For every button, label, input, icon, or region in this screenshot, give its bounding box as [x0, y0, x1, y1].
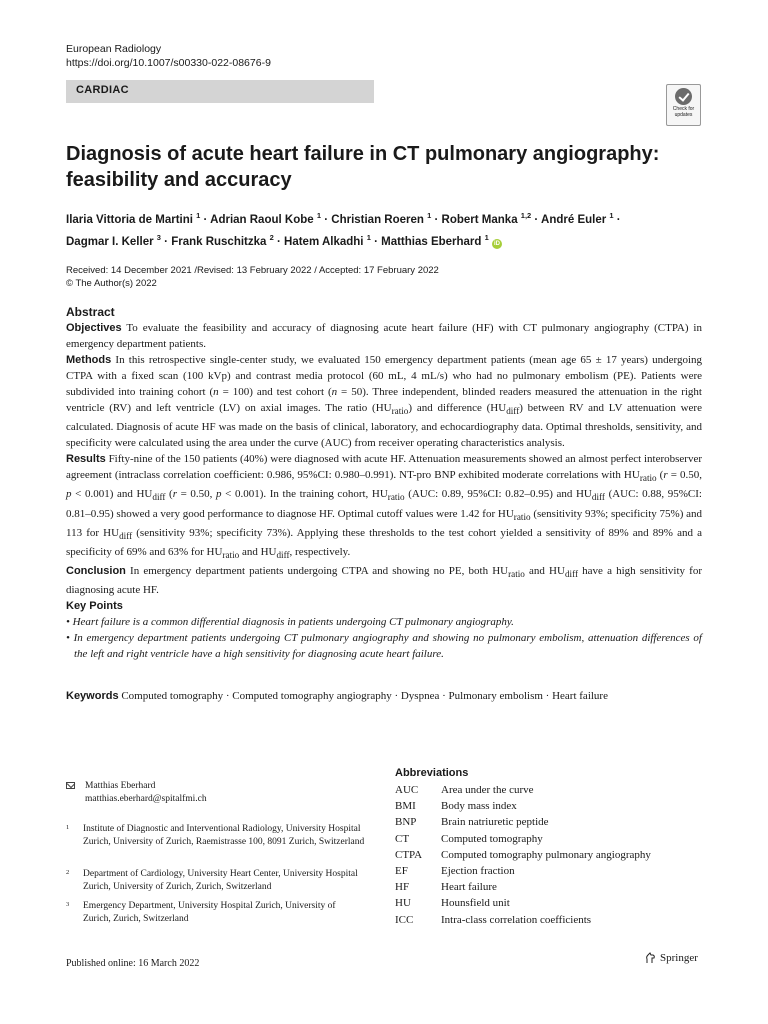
author-name: Christian Roeren [331, 213, 424, 226]
springer-horse-icon [645, 952, 656, 964]
abbreviation-row [395, 847, 651, 863]
author-name: Frank Ruschitzka [171, 235, 267, 248]
doi-link[interactable]: https://doi.org/10.1007/s00330-022-08676-9 [66, 57, 271, 69]
keywords-text: Computed tomography · Computed tomography angiography · Dyspnea · Pulmonary embolism · Heart failure [121, 690, 608, 702]
author-name: Dagmar I. Keller [66, 235, 154, 248]
published-date: Published online: 16 March 2022 [66, 958, 200, 969]
author-name: Ilaria Vittoria de Martini [66, 213, 193, 226]
affiliation-text: Department of Cardiology, University Heart Center, University Hospital Zurich, University of Zurich, Zurich, Switzerland [83, 869, 358, 892]
author-affiliation: 1 [484, 232, 489, 242]
abbreviation: EF [395, 864, 408, 877]
key-point-text: In emergency department patients undergoing CT pulmonary angiography and showing no pulmonary embolism, attenuation differences of the left and right ventricle have a high sensitivity for diagnosing acute heart failure. [73, 632, 702, 661]
abbreviation-definition: Brain natriuretic peptide [441, 816, 549, 829]
abbreviation-definition: Body mass index [441, 800, 517, 813]
abbreviation-definition: Ejection fraction [441, 864, 515, 877]
abbreviation-definition: Computed tomography [441, 832, 543, 845]
abbreviation: ICC [395, 913, 414, 926]
key-points-heading: Key Points [66, 600, 123, 613]
key-point: • Heart failure is a common differential diagnosis in patients undergoing CT pulmonary angiography. [66, 616, 514, 629]
results-label: Results [66, 453, 106, 466]
article-title: Diagnosis of acute heart failure in CT pulmonary angiography: feasibility and accuracy [66, 143, 660, 191]
abbreviation: AUC [395, 784, 419, 796]
author-name: Hatem Alkadhi [284, 235, 364, 248]
affiliation-number: 3 [66, 901, 70, 908]
author-name: Matthias Eberhard [381, 235, 482, 248]
abstract-body [66, 320, 702, 662]
abbreviations-table [395, 782, 651, 928]
author-affiliation: 1 [316, 211, 322, 220]
abbreviation-definition: Intra-class correlation coefficients [441, 913, 592, 926]
author-affiliation: 1 [196, 211, 201, 220]
results-paragraph: Results Fifty-nine of the 150 patients (40%) were diagnosed with acute HF. Attenuation measurements showed an almost perfect interobserver agreement (intraclass correlation coefficient: 0.986, 95%CI: 0.980–0.991). NT-pro BNP exhibited moderate correlations with $HU_{ratio}$ (r = 0.50, p < 0.001) and $HU_{diff}$ (r = 0.50, p < 0.001). In the training cohort, $HU_{ratio}$ (AUC: 0.89, 95%CI: 0.82–0.95) and $HU_{diff}$ (AUC: 0.88, 95%CI: 0.81–0.95) showed a very good performance to diagnose HF. Optimal cutoff values were 1.42 for $HU_{ratio}$ (sensitivity 93%; specificity 75%) and 113 for $HU_{diff}$ (sensitivity 93%; specificity 73%). Applying these thresholds to the test cohort yielded a sensitivity of 89% and 89% and a specificity of 69% and 63% for $HU_{ratio}$ and $HU_{diff}$, respectively. [66, 453, 703, 561]
abbreviation-row [395, 912, 651, 928]
conclusion-paragraph: Conclusion In emergency department patients undergoing CTPA and showing no PE, both $HU_{ratio}$ and $HU_{diff}$ have a high sensitivity for diagnosing acute HF. [66, 565, 702, 597]
article-dates: Received: 14 December 2021 /Revised: 13 February 2022 / Accepted: 17 February 2022 [66, 265, 439, 276]
check-for-updates-badge[interactable] [666, 84, 701, 126]
affiliation-number: 2 [66, 869, 70, 876]
key-point: • In emergency department patients undergoing CT pulmonary angiography and showing no pulmonary embolism, attenuation differences of the left and right ventricle have a high sensitivity for diagnosing acute heart failure. [66, 632, 702, 661]
author-affiliation: 3 [156, 232, 161, 242]
affiliation-text: Emergency Department, University Hospital Zurich, University of Zurich, Zurich, Switzerland [83, 901, 336, 924]
author-list: Ilaria Vittoria de Martini $^1$ · Adrian Raoul Kobe $^1$ · Christian Roeren $^1$ · Robert Manka $^{1,2}$ · André Euler $^1$ · Dagmar I. Keller $^3$ · Frank Ruschitzka $^2$ · Hatem Alkadhi $^1$ · Matthias Eberhard $^1$ iD [66, 211, 621, 248]
check-updates-label: Check for updates [672, 106, 695, 118]
author-name: Adrian Raoul Kobe [210, 213, 314, 226]
affiliation-number: 1 [66, 824, 70, 831]
author-affiliation: 1,2 [520, 211, 532, 220]
author-name: Robert Manka [441, 213, 518, 226]
keywords [66, 688, 706, 704]
abbreviation: HU [395, 897, 411, 910]
abstract-heading: Abstract [66, 305, 115, 319]
copyright-notice: © The Author(s) 2022 [66, 278, 157, 289]
keywords-label: Keywords [66, 690, 119, 702]
abbreviation-definition: Heart failure [441, 881, 497, 894]
abbreviation-definition: Area under the curve [441, 784, 534, 796]
key-point-text: Heart failure is a common differential diagnosis in patients undergoing CT pulmonary angiography. [72, 616, 514, 629]
abbreviation-row [395, 879, 651, 895]
corresponding-email[interactable]: matthias.eberhard@spitalfmi.ch [85, 794, 207, 804]
abbreviation-row [395, 814, 651, 830]
abbreviation-row [395, 831, 651, 847]
abbreviation: HF [395, 881, 410, 894]
author-affiliation: 1 [366, 232, 371, 242]
author-affiliation: 1 [427, 211, 432, 220]
abbreviation-definition: Computed tomography pulmonary angiography [441, 848, 651, 861]
abbreviations-heading: Abbreviations [395, 767, 469, 779]
abbreviation-row [395, 863, 651, 879]
abbreviation: BNP [395, 816, 417, 829]
methods-paragraph: Methods In this retrospective single-center study, we evaluated 150 emergency department patients (mean age 65 ± 17 years) undergoing CTPA with a fixed scan (100 kVp) and contrast media protocol (60 mL, 4 mL/s) who had no pulmonary embolism (PE). Patients were subdivided into training cohort (n = 100) and test cohort (n = 50). Three independent, blinded readers measured the attenuation in the right ventricle (RV) and left ventricle (LV) on axial images. The ratio $(HU_{ratio})$ and difference $(HU_{diff})$ between RV and LV attenuation were calculated. Diagnosis of acute HF was made on the basis of clinical, laboratory, and echocardiography data. Optimal thresholds, sensitivity, and specificity were calculated using the area under the curve (AUC) from receiver operating characteristics analysis. [66, 354, 702, 450]
abbreviation-row [395, 895, 651, 911]
section-bar [66, 80, 374, 103]
abbreviation: BMI [395, 800, 416, 813]
objectives-paragraph [66, 320, 702, 352]
publisher-name: Springer [660, 952, 698, 964]
methods-label: Methods [66, 354, 112, 366]
author-affiliation: 1 [609, 211, 614, 220]
objectives-label: Objectives [66, 322, 122, 334]
orcid-icon[interactable]: iD [494, 240, 501, 247]
author-name: André Euler [541, 213, 607, 226]
abbreviation-row [395, 782, 651, 798]
corresponding-author: Matthias Eberhard [85, 781, 156, 791]
author-affiliation: 2 [269, 232, 274, 242]
objectives-text: To evaluate the feasibility and accuracy of diagnosing acute heart failure (HF) with CT pulmonary angiography (CTPA) in emergency department patients. [66, 322, 702, 350]
abbreviation: CTPA [395, 848, 423, 861]
affiliation-text: Institute of Diagnostic and Interventional Radiology, University Hospital Zurich, University of Zurich, Raemistrasse 100, 8091 Zurich, Switzerland [83, 824, 365, 847]
section-label: CARDIAC [76, 84, 129, 96]
journal-name: European Radiology [66, 43, 162, 55]
conclusion-label: Conclusion [66, 565, 126, 578]
abbreviation-row [395, 798, 651, 814]
abbreviation: CT [395, 832, 410, 845]
check-updates-icon [675, 88, 692, 105]
abbreviation-definition: Hounsfield unit [441, 897, 510, 910]
envelope-icon [66, 782, 75, 789]
